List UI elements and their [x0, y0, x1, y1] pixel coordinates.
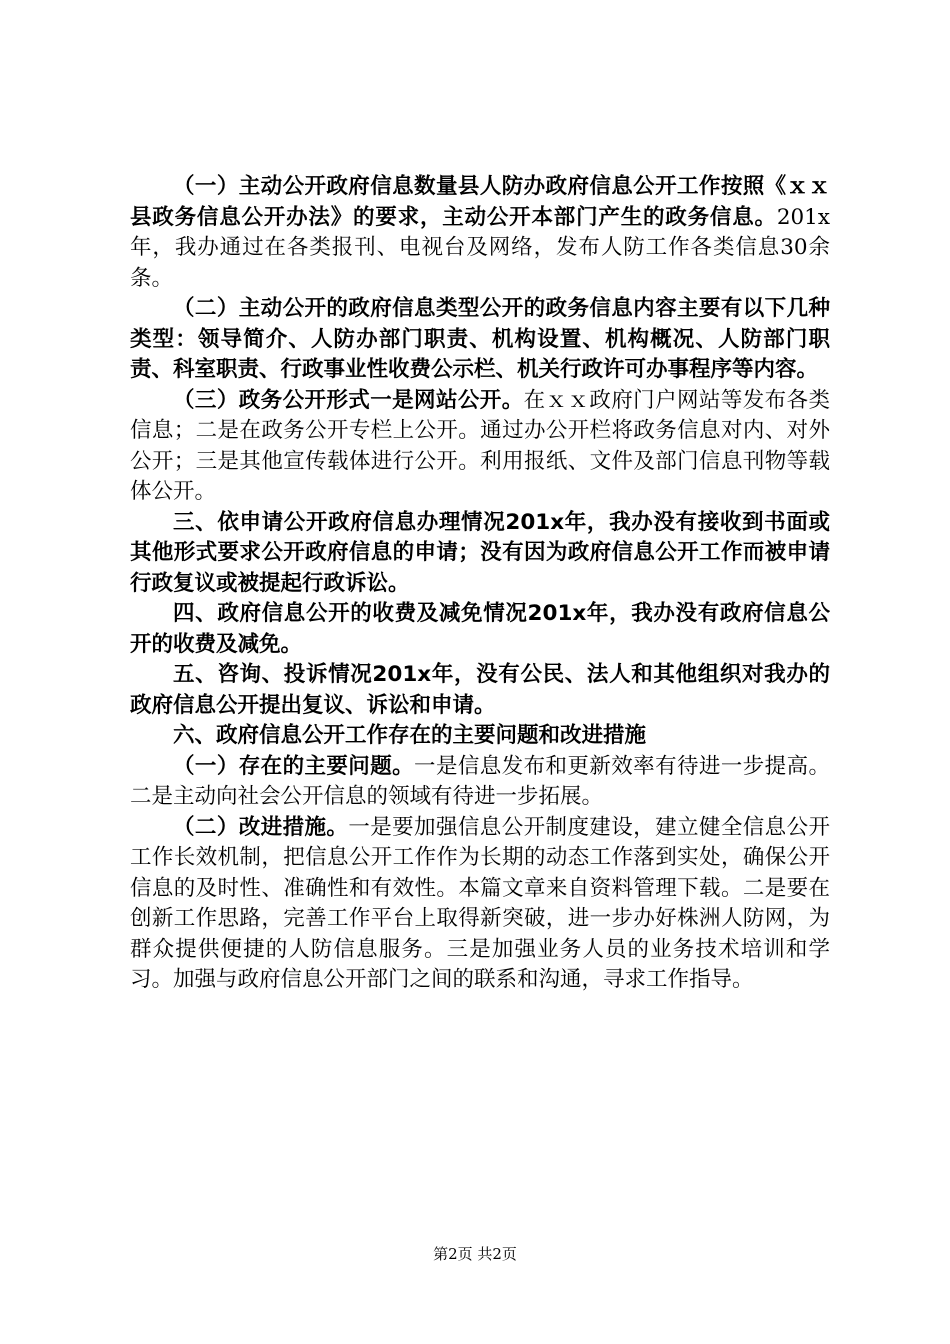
paragraph — [130, 752, 830, 813]
paragraph — [130, 386, 830, 508]
paragraph — [130, 599, 830, 660]
paragraph — [130, 294, 830, 386]
paragraph — [130, 508, 830, 600]
paragraph-lead: 六、政府信息公开工作存在的主要问题和改进措施 — [173, 723, 647, 748]
paragraph-text: 201x年，我办通过在各类报刊、电视台及网络，发布人防工作各类信息30余条。 — [130, 204, 830, 291]
paragraph — [130, 660, 830, 721]
paragraph-lead: （一）存在的主要问题。 — [173, 753, 415, 779]
paragraph — [130, 721, 830, 752]
paragraph-text: 在ｘｘ政府门户网站等发布各类信息；二是在政务公开专栏上公开。通过办公开栏将政务信息对内、对外公开；三是其他宣传载体进行公开。利用报纸、文件及部门信息刊物等载体公开。 — [130, 387, 830, 504]
paragraph-lead: 五、咨询、投诉情况201x年，没有公民、法人和其他组织对我办的政府信息公开提出复议、诉讼和申请。 — [130, 662, 830, 718]
paragraph-lead: 四、政府信息公开的收费及减免情况201x年，我办没有政府信息公开的收费及减免。 — [130, 601, 830, 657]
paragraph-lead: （二）改进措施。 — [173, 814, 349, 840]
paragraph-lead: （一）主动公开政府信息数量县人防办政府信息公开工作按照《ｘｘ县政务信息公开办法》的要求，主动公开本部门产生的政务信息。 — [130, 174, 830, 230]
paragraph-text: 一是信息发布和更新效率有待进一步提高。二是主动向社会公开信息的领域有待进一步拓展。 — [130, 753, 830, 809]
paragraph-lead: （二）主动公开的政府信息类型公开的政务信息内容主要有以下几种类型：领导简介、人防办部门职责、机构设置、机构概况、人防部门职责、科室职责、行政事业性收费公示栏、机关行政许可办事程序等内容。 — [130, 296, 830, 382]
paragraph-lead: （三）政务公开形式一是网站公开。 — [173, 387, 524, 413]
paragraph-text: 一是要加强信息公开制度建设，建立健全信息公开工作长效机制，把信息公开工作作为长期的动态工作落到实处，确保公开信息的及时性、准确性和有效性。本篇文章来自资料管理下载。二是要在创新工作思路，完善工作平台上取得新突破，进一步办好株洲人防网，为群众提供便捷的人防信息服务。三是加强业务人员的业务技术培训和学习。加强与政府信息公开部门之间的联系和沟通，寻求工作指导。 — [130, 814, 830, 992]
body-text — [130, 172, 830, 996]
paragraph — [130, 172, 830, 294]
page-footer: 第2页 共2页 — [433, 1245, 517, 1263]
paragraph-lead: 三、依申请公开政府信息办理情况201x年，我办没有接收到书面或其他形式要求公开政府信息的申请；没有因为政府信息公开工作而被申请行政复议或被提起行政诉讼。 — [130, 509, 830, 596]
paragraph — [130, 813, 830, 996]
